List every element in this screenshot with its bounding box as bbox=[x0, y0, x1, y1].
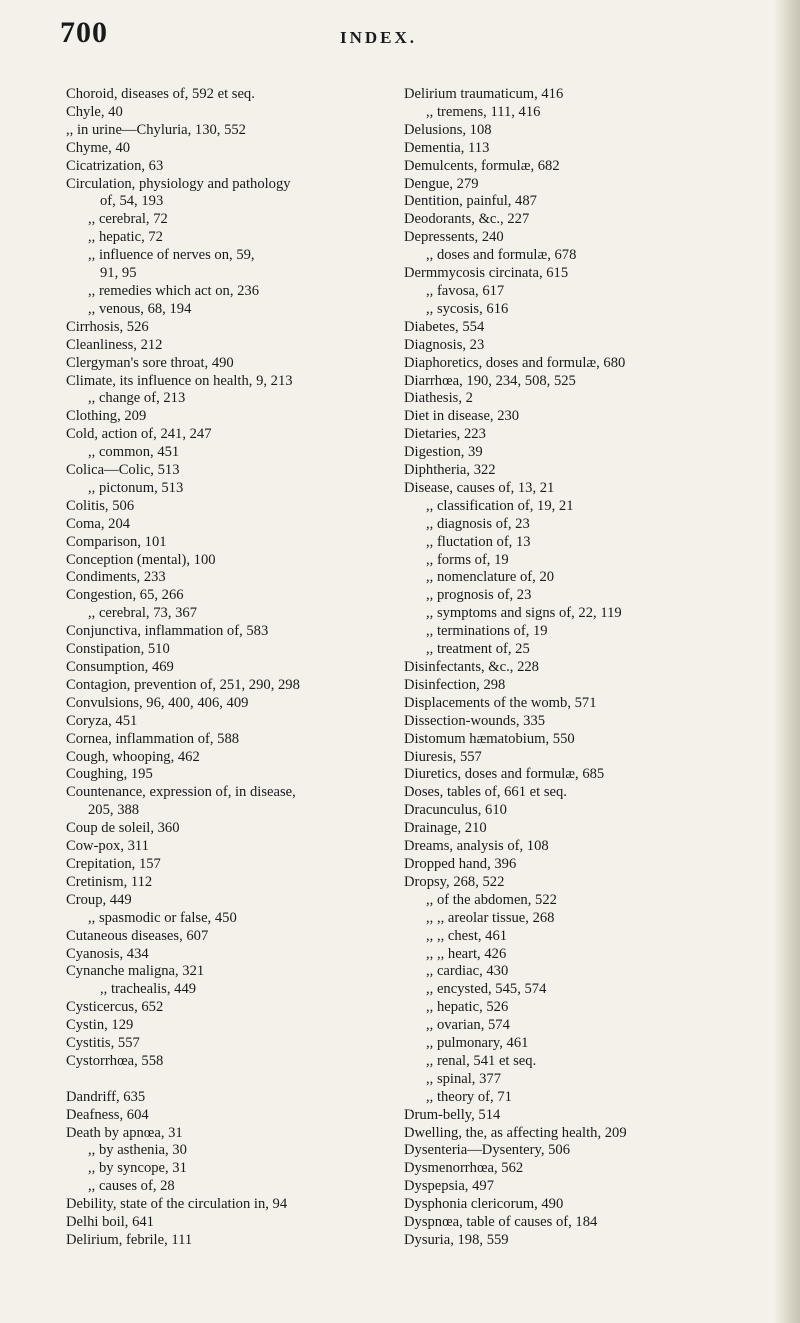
index-entry: Dandriff, 635 bbox=[66, 1088, 146, 1105]
index-subentry: ,, cardiac, 430 bbox=[426, 963, 509, 980]
index-subentry: ,, spasmodic or false, 450 bbox=[88, 909, 237, 926]
index-subentry: ,, venous, 68, 194 bbox=[88, 300, 192, 317]
index-entry: Dengue, 279 bbox=[404, 175, 479, 192]
index-entry: Climate, its influence on health, 9, 213 bbox=[66, 372, 293, 389]
index-entry: Coma, 204 bbox=[66, 515, 131, 532]
index-entry: Dysphonia clericorum, 490 bbox=[404, 1196, 564, 1213]
index-subentry: ,, causes of, 28 bbox=[88, 1178, 175, 1195]
index-entry: Coryza, 451 bbox=[66, 712, 138, 729]
index-subentry: ,, encysted, 545, 574 bbox=[426, 981, 547, 998]
index-entry: Dissection-wounds, 335 bbox=[404, 712, 546, 729]
index-subentry: ,, hepatic, 72 bbox=[88, 229, 163, 246]
index-entry: Drum-belly, 514 bbox=[404, 1106, 501, 1123]
index-subentry: ,, classification of, 19, 21 bbox=[426, 497, 574, 514]
index-entry: Dentition, painful, 487 bbox=[404, 193, 537, 210]
index-entry: Cystitis, 557 bbox=[66, 1035, 140, 1052]
index-entry: Clergyman's sore throat, 490 bbox=[66, 354, 234, 371]
index-entry: Coup de soleil, 360 bbox=[66, 820, 180, 837]
index-entry: Chyle, 40 bbox=[66, 103, 123, 120]
index-entry: Dyspnœa, table of causes of, 184 bbox=[404, 1214, 598, 1231]
index-subentry: ,, of the abdomen, 522 bbox=[426, 891, 557, 908]
index-entry: Dementia, 113 bbox=[404, 139, 490, 156]
page-edge-shadow bbox=[774, 0, 800, 1323]
index-subentry: ,, treatment of, 25 bbox=[426, 641, 530, 658]
index-entry: Convulsions, 96, 400, 406, 409 bbox=[66, 694, 249, 711]
index-entry: Distomum hæmatobium, 550 bbox=[404, 730, 575, 747]
index-entry: Dracunculus, 610 bbox=[404, 802, 507, 819]
index-entry: Clothing, 209 bbox=[66, 408, 147, 425]
index-entry: Dreams, analysis of, 108 bbox=[404, 838, 549, 855]
page-number: 700 bbox=[60, 16, 108, 49]
index-entry: Circulation, physiology and pathology bbox=[66, 175, 291, 192]
index-subentry: ,, pictonum, 513 bbox=[88, 479, 184, 496]
page-title: INDEX. bbox=[340, 28, 418, 47]
index-entry: Debility, state of the circulation in, 94 bbox=[66, 1196, 288, 1213]
index-entry: Cleanliness, 212 bbox=[66, 336, 163, 353]
index-entry: Dysenteria—Dysentery, 506 bbox=[404, 1142, 571, 1159]
index-subentry: ,, favosa, 617 bbox=[426, 282, 505, 299]
index-entry: Contagion, prevention of, 251, 290, 298 bbox=[66, 676, 300, 693]
index-subentry: ,, trachealis, 449 bbox=[100, 981, 197, 998]
index-subentry: ,, ,, heart, 426 bbox=[426, 945, 507, 962]
index-entry: Deodorants, &c., 227 bbox=[404, 211, 530, 228]
index-entry: Crepitation, 157 bbox=[66, 855, 161, 872]
index-entry: Condiments, 233 bbox=[66, 569, 166, 586]
index-entry: Death by apnœa, 31 bbox=[66, 1124, 183, 1141]
index-entry: Diuretics, doses and formulæ, 685 bbox=[404, 766, 605, 783]
index-subentry: ,, cerebral, 72 bbox=[88, 211, 168, 228]
index-subentry: ,, terminations of, 19 bbox=[426, 623, 548, 640]
section-gap bbox=[66, 1071, 396, 1089]
index-subentry: of, 54, 193 bbox=[100, 193, 164, 210]
index-subentry: ,, spinal, 377 bbox=[426, 1070, 501, 1087]
index-entry: Digestion, 39 bbox=[404, 444, 483, 461]
index-subentry: ,, influence of nerves on, 59, bbox=[88, 247, 255, 264]
index-entry: Dwelling, the, as affecting health, 209 bbox=[404, 1124, 627, 1141]
index-entry: Delhi boil, 641 bbox=[66, 1214, 154, 1231]
index-subentry: ,, ,, chest, 461 bbox=[426, 927, 508, 944]
index-entry: Coughing, 195 bbox=[66, 766, 153, 783]
index-entry: Cold, action of, 241, 247 bbox=[66, 426, 212, 443]
index-entry: Delusions, 108 bbox=[404, 121, 492, 138]
index-entry: Cretinism, 112 bbox=[66, 873, 153, 890]
index-entry: Croup, 449 bbox=[66, 891, 132, 908]
index-entry: Dyspepsia, 497 bbox=[404, 1178, 494, 1195]
index-subentry: ,, nomenclature of, 20 bbox=[426, 569, 555, 586]
index-entry: Diagnosis, 23 bbox=[404, 336, 485, 353]
index-entry: Diaphoretics, doses and formulæ, 680 bbox=[404, 354, 626, 371]
index-subentry: ,, change of, 213 bbox=[88, 390, 186, 407]
index-subentry: ,, sycosis, 616 bbox=[426, 300, 509, 317]
index-entry: Cough, whooping, 462 bbox=[66, 748, 200, 765]
index-entry: Colica—Colic, 513 bbox=[66, 462, 180, 479]
index-subentry: ,, symptoms and signs of, 22, 119 bbox=[426, 605, 622, 622]
index-subentry: ,, ovarian, 574 bbox=[426, 1017, 510, 1034]
index-entry: Diarrhœa, 190, 234, 508, 525 bbox=[404, 372, 576, 389]
index-entry: Disinfectants, &c., 228 bbox=[404, 659, 539, 675]
index-subentry: ,, fluctation of, 13 bbox=[426, 533, 531, 550]
index-entry: Diabetes, 554 bbox=[404, 318, 485, 335]
index-entry: Chyme, 40 bbox=[66, 139, 131, 156]
index-subentry: ,, forms of, 19 bbox=[426, 551, 509, 568]
index-entry: Cicatrization, 63 bbox=[66, 157, 164, 174]
index-entry: Diuresis, 557 bbox=[404, 748, 482, 765]
index-entry: Conjunctiva, inflammation of, 583 bbox=[66, 623, 269, 640]
index-entry: Cystin, 129 bbox=[66, 1017, 134, 1034]
index-entry: Delirium traumaticum, 416 bbox=[404, 86, 564, 102]
index-subentry: ,, ,, areolar tissue, 268 bbox=[426, 909, 555, 926]
index-entry: ,, in urine—Chyluria, 130, 552 bbox=[66, 121, 246, 138]
index-entry: Consumption, 469 bbox=[66, 659, 174, 675]
index-entry: Colitis, 506 bbox=[66, 497, 135, 514]
index-entry: Dropsy, 268, 522 bbox=[404, 873, 505, 890]
index-entry: Choroid, diseases of, 592 et seq. bbox=[66, 86, 255, 102]
index-entry: Dietaries, 223 bbox=[404, 426, 486, 443]
index-entry: Constipation, 510 bbox=[66, 641, 170, 658]
index-entry: Cow-pox, 311 bbox=[66, 838, 149, 855]
index-entry: Drainage, 210 bbox=[404, 820, 487, 837]
index-column-left bbox=[66, 86, 396, 1250]
index-entry: Cystorrhœa, 558 bbox=[66, 1052, 164, 1069]
index-entry: Disease, causes of, 13, 21 bbox=[404, 479, 555, 496]
index-entry: Cirrhosis, 526 bbox=[66, 318, 149, 335]
index-subentry: ,, tremens, 111, 416 bbox=[426, 103, 541, 120]
index-entry: Cysticercus, 652 bbox=[66, 999, 164, 1016]
index-subentry: ,, cerebral, 73, 367 bbox=[88, 605, 198, 622]
index-entry: Doses, tables of, 661 et seq. bbox=[404, 784, 567, 801]
index-entry: Comparison, 101 bbox=[66, 533, 167, 550]
index-subentry: ,, pulmonary, 461 bbox=[426, 1035, 529, 1052]
index-entry: Deafness, 604 bbox=[66, 1106, 149, 1123]
index-subentry: ,, by syncope, 31 bbox=[88, 1160, 187, 1177]
index-subentry: ,, hepatic, 526 bbox=[426, 999, 509, 1016]
index-subentry: ,, doses and formulæ, 678 bbox=[426, 247, 577, 264]
index-entry: Dermmycosis circinata, 615 bbox=[404, 265, 569, 282]
index-subentry: ,, diagnosis of, 23 bbox=[426, 515, 530, 532]
index-entry: Displacements of the womb, 571 bbox=[404, 694, 597, 711]
index-entry: Dysuria, 198, 559 bbox=[404, 1232, 509, 1248]
index-subentry: ,, theory of, 71 bbox=[426, 1088, 512, 1105]
index-entry: Dropped hand, 396 bbox=[404, 855, 517, 872]
index-entry: Diet in disease, 230 bbox=[404, 408, 520, 425]
index-entry: Depressents, 240 bbox=[404, 229, 504, 246]
index-entry: Cutaneous diseases, 607 bbox=[66, 927, 209, 944]
index-entry: Cyanosis, 434 bbox=[66, 945, 149, 962]
index-entry: Cornea, inflammation of, 588 bbox=[66, 730, 240, 747]
index-entry: Delirium, febrile, 111 bbox=[66, 1231, 193, 1248]
index-entry: Diphtheria, 322 bbox=[404, 462, 496, 479]
index-entry: Cynanche maligna, 321 bbox=[66, 963, 205, 980]
index-column-right bbox=[404, 86, 784, 1250]
index-entry: Countenance, expression of, in disease, bbox=[66, 784, 296, 801]
index-subentry: ,, common, 451 bbox=[88, 444, 180, 461]
index-entry: Conception (mental), 100 bbox=[66, 551, 216, 568]
index-subentry: ,, prognosis of, 23 bbox=[426, 587, 532, 604]
index-subentry: ,, renal, 541 et seq. bbox=[426, 1052, 537, 1069]
index-subentry: ,, by asthenia, 30 bbox=[88, 1142, 187, 1159]
index-entry: Demulcents, formulæ, 682 bbox=[404, 157, 560, 174]
index-entry: Dysmenorrhœa, 562 bbox=[404, 1160, 524, 1177]
index-subentry: ,, remedies which act on, 236 bbox=[88, 282, 260, 299]
index-subentry: 91, 95 bbox=[100, 265, 137, 282]
page-header bbox=[0, 16, 800, 56]
index-entry: Disinfection, 298 bbox=[404, 676, 506, 693]
index-entry: Diathesis, 2 bbox=[404, 390, 473, 407]
index-subentry: 205, 388 bbox=[88, 802, 140, 819]
index-entry: Congestion, 65, 266 bbox=[66, 587, 184, 604]
